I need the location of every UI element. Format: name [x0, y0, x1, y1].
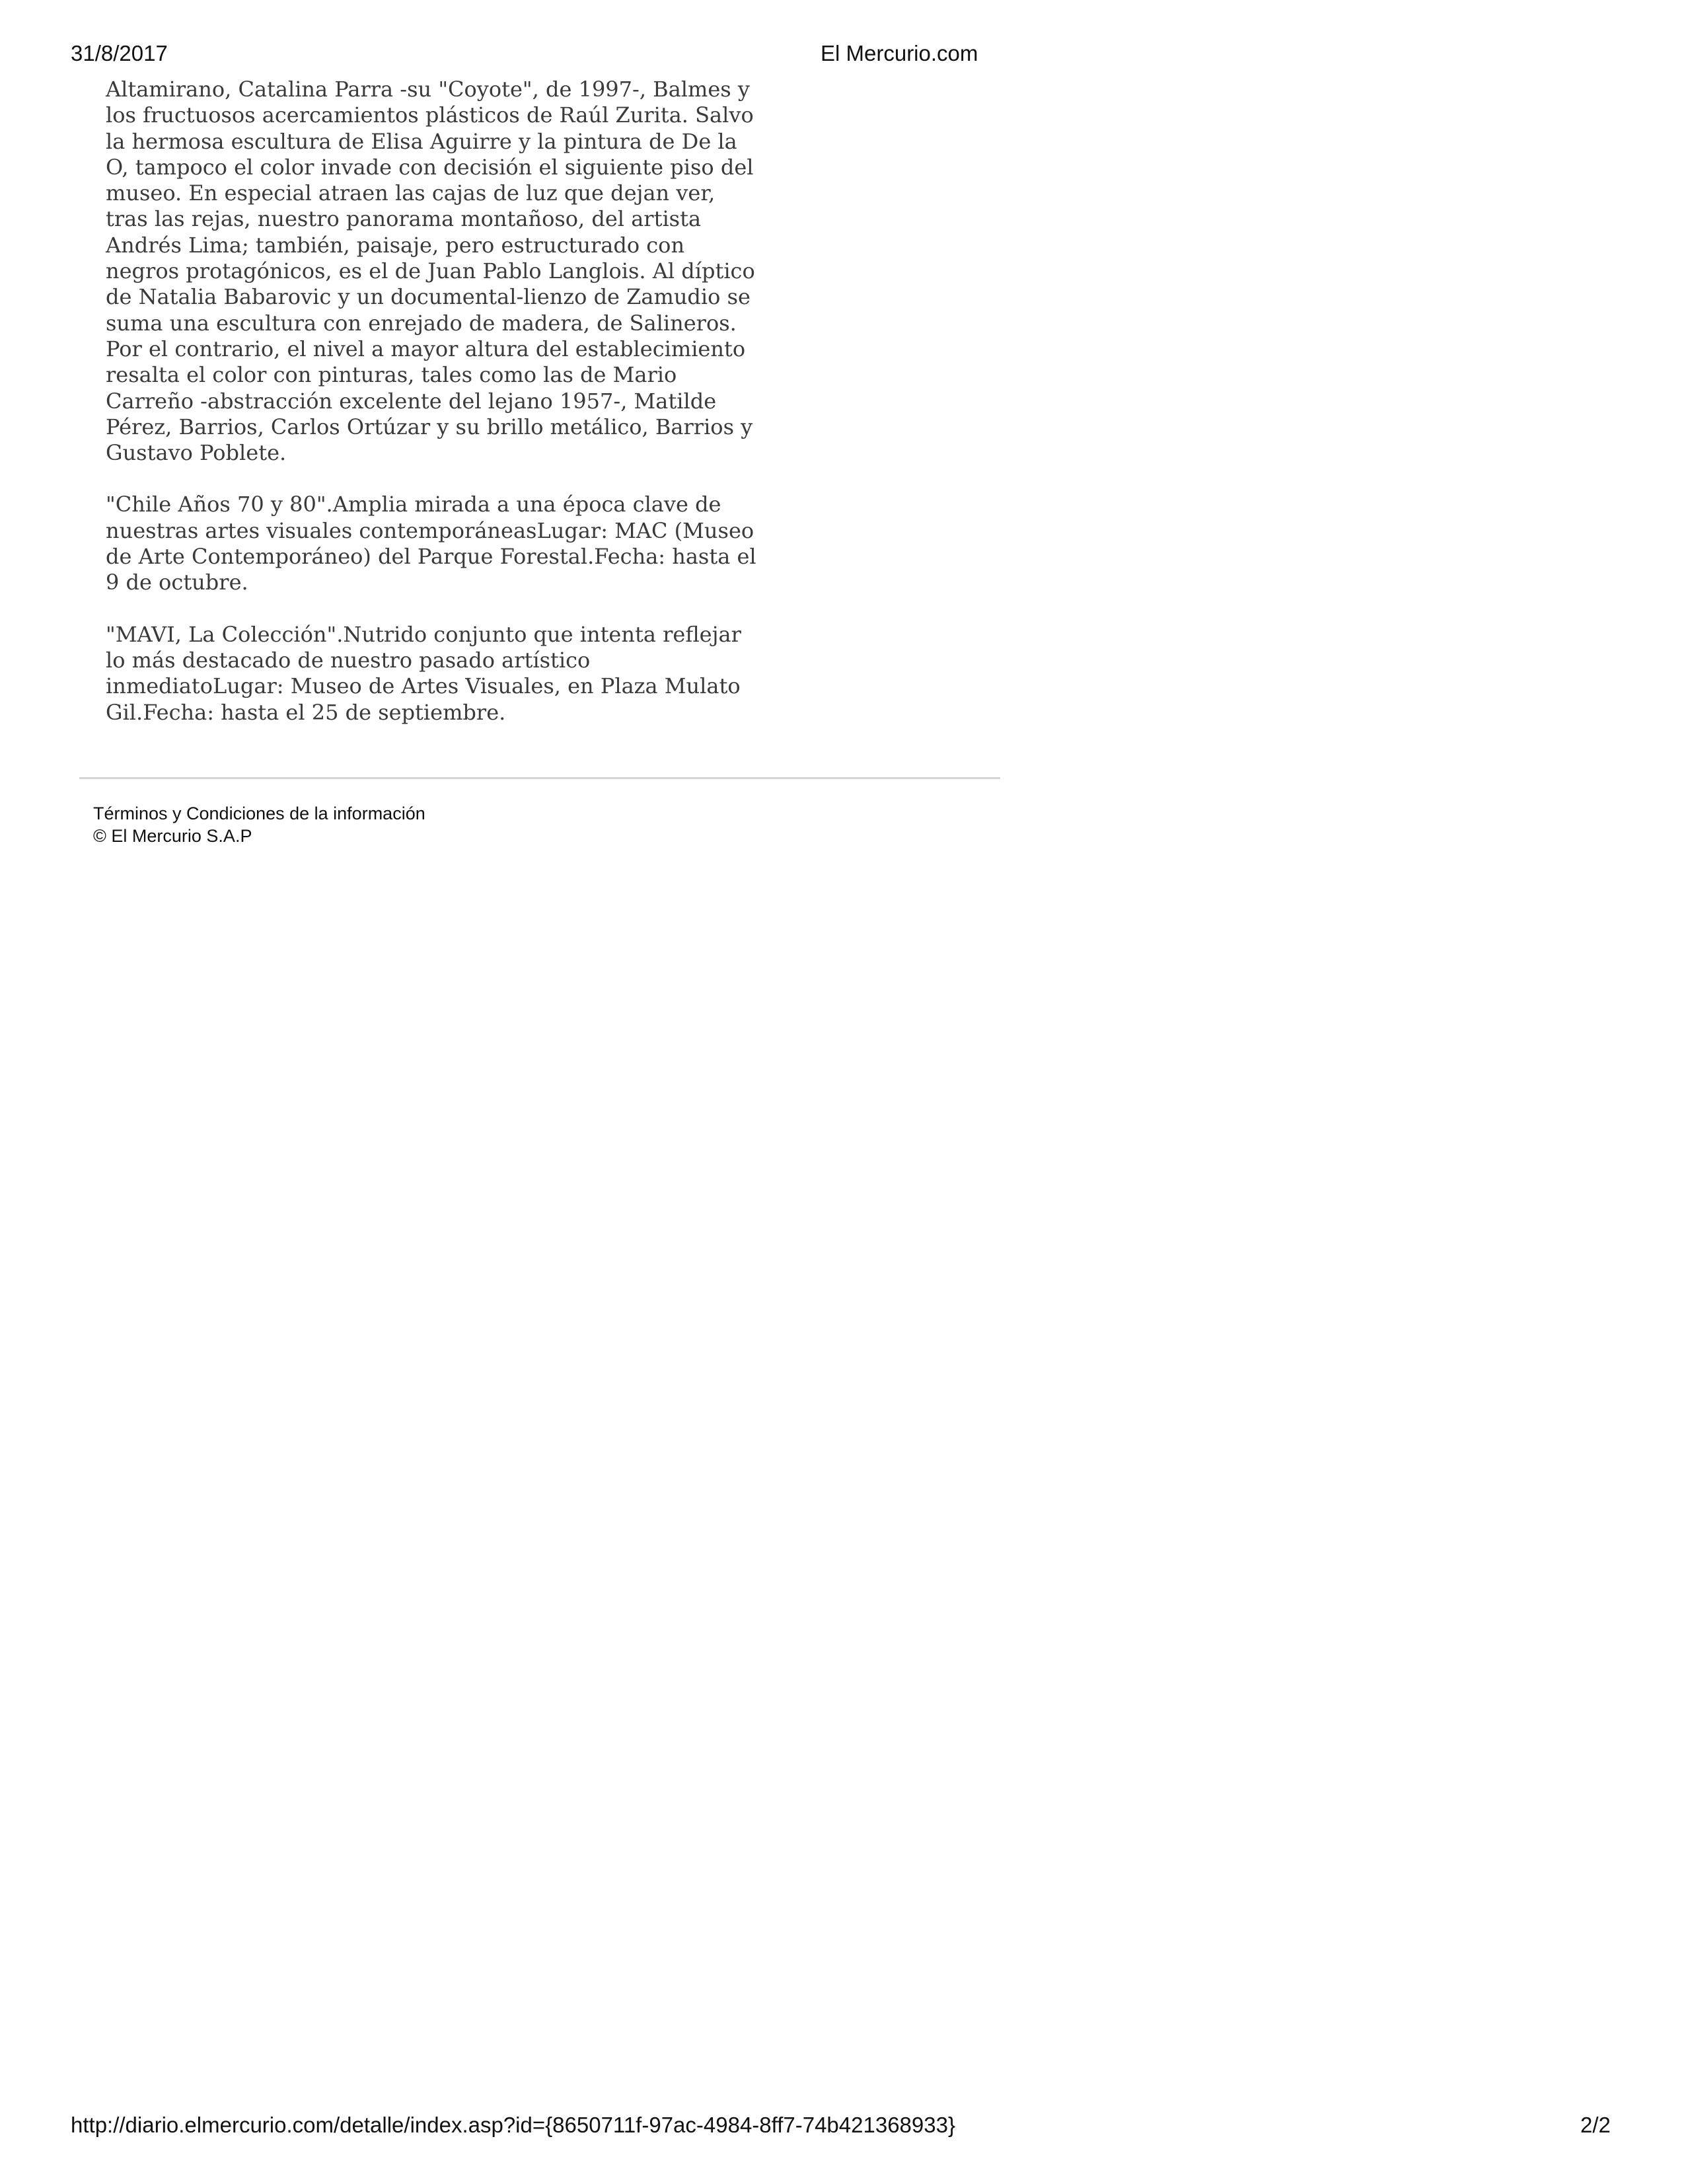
copyright-notice: © El Mercurio S.A.P	[93, 826, 252, 846]
print-page-number: 2/2	[1580, 2113, 1611, 2137]
article-paragraph-3: "MAVI, La Colección".Nutrido conjunto que intenta reflejar lo más destacado de nuestro pasado artístico inmediatoLugar: Museo de Artes Visuales, en Plaza Mulato Gil.Fecha: hasta el 25 de septiembre.	[106, 621, 741, 725]
article-body	[106, 77, 760, 751]
article-paragraph-2: "Chile Años 70 y 80".Amplia mirada a una época clave de nuestras artes visuales contemporáneasLugar: MAC (Museo de Arte Contemporáneo) del Parque Forestal.Fecha: hasta el 9 de octubre.	[106, 492, 756, 595]
article-paragraph-1: Altamirano, Catalina Parra -su "Coyote", de 1997-, Balmes y los fructuosos acercamientos plásticos de Raúl Zurita. Salvo la hermosa escultura de Elisa Aguirre y la pintura de De la O, tampoco el color invade con decisión el siguiente piso del museo. En especial atraen las cajas de luz que dejan ver, tras las rejas, nuestro panorama montañoso, del artista Andrés Lima; también, paisaje, pero estructurado con negros protagónicos, es el de Juan Pablo Langlois. Al díptico de Natalia Babarovic y un documental-lienzo de Zamudio se suma una escultura con enrejado de madera, de Salineros. Por el contrario, el nivel a mayor altura del establecimiento resalta el color con pinturas, tales como las de Mario Carreño -abstracción excelente del lejano 1957-, Matilde Pérez, Barrios, Carlos Ortúzar y su brillo metálico, Barrios y Gustavo Poblete.	[106, 77, 755, 466]
terms-link[interactable]: Términos y Condiciones de la información	[93, 804, 425, 823]
print-url: http://diario.elmercurio.com/detalle/index.asp?id={8650711f-97ac-4984-8ff7-74b421368933}	[71, 2113, 955, 2137]
footer-divider	[79, 777, 1000, 779]
site-footer	[93, 802, 425, 847]
print-site-title: El Mercurio.com	[821, 41, 978, 65]
print-date: 31/8/2017	[71, 41, 168, 65]
